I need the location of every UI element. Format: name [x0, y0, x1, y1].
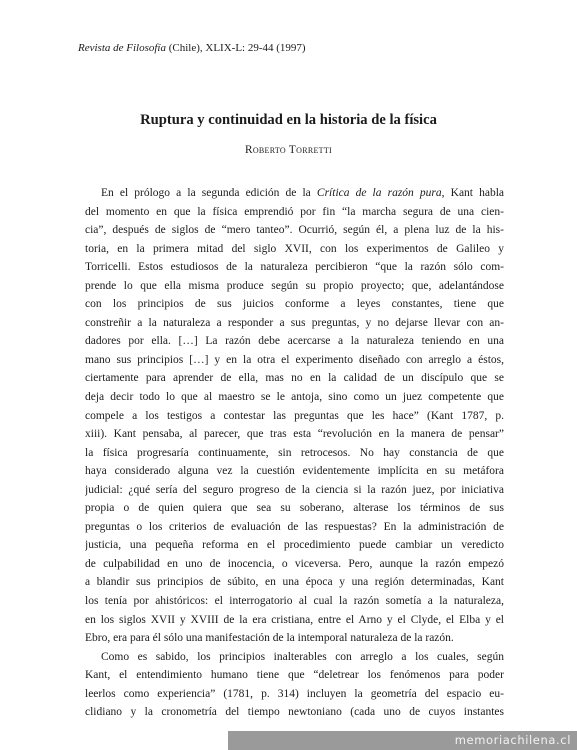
body-line: En el prólogo a la segunda edición de la Crítica de la razón pura, Kant habla	[101, 187, 504, 199]
journal-volume: (Chile), XLIX-L: 29-44 (1997)	[165, 42, 306, 54]
body-line: judicial: ¿qué sería del seguro progreso de la ciencia si la razón juez, por iniciativa	[85, 483, 504, 496]
article-author: Roberto Torretti	[244, 144, 332, 156]
body-line: mano sus principios […] y en la otra el experimento diseñado con arreglo a éstos,	[85, 353, 504, 366]
body-line: del momento en que la física emprendió por fin “la marcha segura de una cien-	[85, 205, 504, 218]
body-line: justicia, una pequeña reforma en el procedimiento puede cambiar un veredicto	[85, 539, 504, 552]
body-line: propia o de quien quiera que sea su soberano, alterase los términos de sus	[85, 502, 504, 515]
body-line: compele a los testigos a contestar las preguntas que les hace” (Kant 1787, p.	[85, 409, 504, 422]
body-line: con los principios de sus juicios conforme a leyes constantes, tiene que	[85, 298, 504, 311]
body-line: haya considerado alguna vez la cuestión evidentemente implícita en su metáfora	[85, 465, 504, 478]
article-body	[85, 184, 504, 722]
book-title: Crítica de la razón pura	[316, 187, 442, 199]
body-line: Como es sabido, los principios inalterables con arreglo a los cuales, según	[101, 650, 504, 663]
body-line: prende lo que ella misma produce según su propio proyecto; que, adelantándose	[85, 279, 504, 292]
body-line: Ebro, era para él sólo una manifestación de la intemporal naturaleza de la razón.	[85, 632, 454, 645]
body-line: Kant, el entendimiento humano tiene que “deletrear los fenómenos para poder	[85, 669, 504, 682]
body-line: en los siglos XVII y XVIII de la era cristiana, entre el Arno y el Clyde, el Elba y el	[85, 613, 504, 626]
body-line: leerlos como experiencia” (1781, p. 314) incluyen la geometría del espacio eu-	[85, 687, 504, 700]
body-line: ciertamente para aprender de ella, mas no en la calidad de un discípulo que se	[85, 372, 504, 385]
body-line: cia”, después de siglos de “mero tanteo”. Ocurrió, según él, a plena luz de la his-	[85, 224, 504, 237]
journal-name: Revista de Filosofía	[78, 42, 166, 54]
body-line: constreñir a la naturaleza a responder a sus preguntas, y no dejarse llevar con an-	[85, 316, 504, 329]
body-line: a blandir sus principios de súbito, en una época y una región determinadas, Kant	[85, 576, 504, 589]
body-line: preguntas o los criterios de evaluación de las respuestas? En la administración de	[85, 520, 504, 533]
article-title: Ruptura y continuidad en la historia de la física	[140, 112, 437, 128]
watermark-bar	[228, 731, 577, 750]
body-line: deja decir todo lo que al maestro se le antoja, sino como un juez competente que	[85, 391, 504, 404]
body-line: clidiano y la cronometría del tiempo newtoniano (cada uno de cuyos instantes	[85, 706, 504, 719]
body-line: toria, en la primera mitad del siglo XVII, con los experimentos de Galileo y	[85, 242, 504, 255]
watermark-text: memoriachilena.cl	[454, 733, 571, 747]
body-line: los tenía por ahistóricos: el interrogatorio al cual la razón sometía a la naturaleza,	[85, 595, 504, 608]
body-line: Torricelli. Estos estudiosos de la naturaleza percibieron “que la razón sólo com-	[85, 261, 504, 274]
body-line: la física progresaría continuamente, sin retrocesos. No hay constancia de que	[85, 446, 504, 459]
journal-citation	[78, 41, 306, 55]
body-line: de culpabilidad en uno de inocencia, o viceversa. Pero, aunque la razón empezó	[85, 557, 504, 570]
body-line: xiii). Kant pensaba, al parecer, que tras esta “revolución en la manera de pensar”	[85, 428, 504, 441]
body-line: dadores por ella. […] La razón debe acercarse a la naturaleza teniendo en una	[85, 335, 504, 348]
